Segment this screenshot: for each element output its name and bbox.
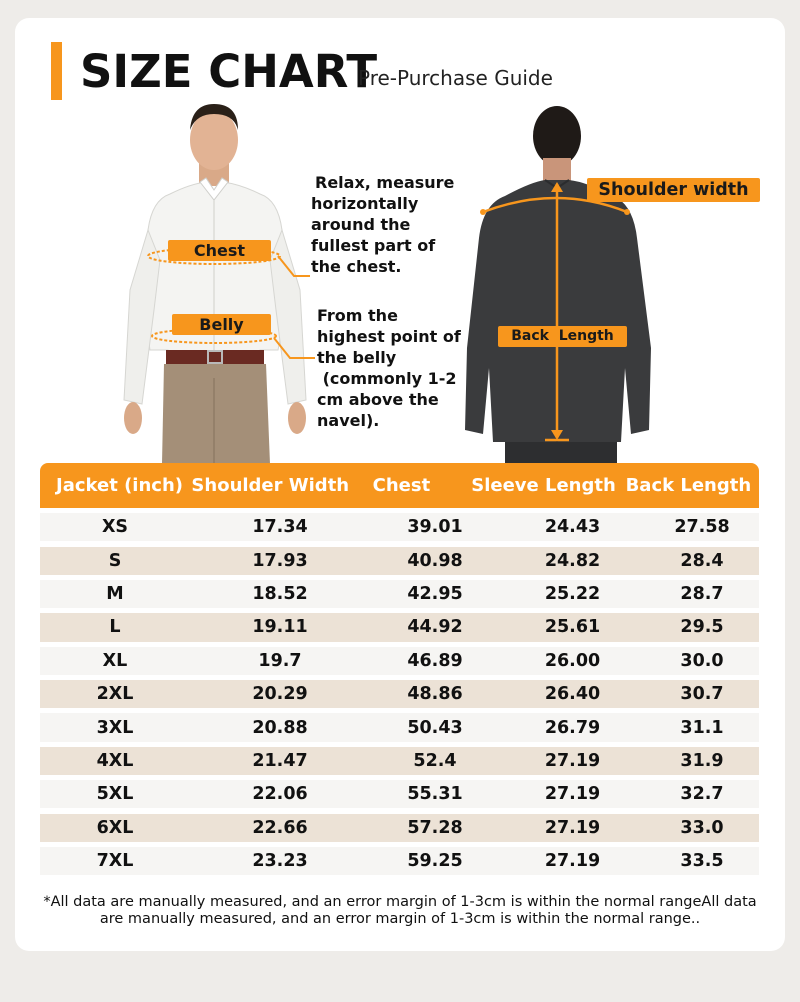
cell-sleeve-length: 25.61 [544,617,601,638]
cell-chest: 55.31 [407,784,463,805]
cell-sleeve-length: 26.00 [544,650,601,671]
chest-tag: Chest [168,240,271,261]
table-row [40,513,759,541]
cell-shoulder-width: 21.47 [252,750,308,771]
cell-chest: 44.92 [407,617,463,638]
shoulder-width-tag: Shoulder width [587,178,760,202]
front-model-image [110,100,320,464]
cell-back-length: 33.5 [680,851,724,872]
cell-back-length: 30.0 [680,650,724,671]
table-row [40,613,759,641]
cell-sleeve-length: 24.43 [544,517,601,538]
cell-chest: 39.01 [407,517,463,538]
cell-size: 6XL [96,817,134,838]
cell-shoulder-width: 19.7 [258,650,302,671]
cell-size: 5XL [96,784,134,805]
cell-chest: 50.43 [407,717,463,738]
chest-measure-note: Relax, measure horizontally around the fullest part of the chest. [311,173,455,276]
cell-shoulder-width: 22.66 [252,817,308,838]
cell-shoulder-width: 23.23 [252,851,308,872]
table-row [40,780,759,808]
cell-sleeve-length: 27.19 [544,817,601,838]
cell-size: 7XL [96,851,134,872]
cell-shoulder-width: 17.34 [252,517,308,538]
header-chest: Chest [372,475,431,496]
table-row [40,680,759,708]
header-shoulder-width: Shoulder Width [191,475,350,496]
cell-sleeve-length: 25.22 [544,584,601,605]
table-row [40,547,759,575]
cell-sleeve-length: 26.79 [544,717,601,738]
cell-chest: 48.86 [407,684,463,705]
page-title: SIZE CHART [80,45,378,98]
cell-sleeve-length: 26.40 [544,684,601,705]
cell-sleeve-length: 27.19 [544,750,601,771]
table-header [40,463,759,508]
cell-size: M [106,584,124,605]
cell-chest: 57.28 [407,817,463,838]
cell-back-length: 27.58 [674,517,730,538]
cell-back-length: 32.7 [680,784,724,805]
cell-size: 3XL [96,717,134,738]
table-row [40,713,759,741]
header-sleeve-length: Sleeve Length [471,475,616,496]
cell-back-length: 31.1 [680,717,724,738]
cell-shoulder-width: 18.52 [252,584,308,605]
cell-sleeve-length: 27.19 [544,851,601,872]
cell-size: 4XL [96,750,134,771]
cell-back-length: 29.5 [680,617,724,638]
cell-chest: 46.89 [407,650,463,671]
belly-tag: Belly [172,314,271,335]
cell-size: 2XL [96,684,134,705]
page-subtitle: Pre-Purchase Guide [358,66,553,90]
cell-sleeve-length: 24.82 [544,550,601,571]
cell-size: S [108,550,122,571]
header-back-length: Back Length [625,475,752,496]
cell-shoulder-width: 19.11 [252,617,308,638]
cell-shoulder-width: 22.06 [252,784,308,805]
cell-shoulder-width: 20.29 [252,684,308,705]
cell-chest: 42.95 [407,584,463,605]
footnote: *All data are manually measured, and an error margin of 1-3cm is within the normal rangeAll data are manually measured, and an error margin of 1-3cm is within the normal range.. [43,894,757,927]
cell-shoulder-width: 17.93 [252,550,308,571]
back-model-image [465,98,665,464]
cell-back-length: 33.0 [680,817,724,838]
size-table [40,463,759,875]
cell-size: XL [102,650,128,671]
cell-chest: 59.25 [407,851,463,872]
back-length-tag: Back Length [498,326,627,347]
table-row [40,647,759,675]
cell-back-length: 28.4 [680,550,724,571]
cell-sleeve-length: 27.19 [544,784,601,805]
cell-size: L [109,617,121,638]
cell-chest: 40.98 [407,550,463,571]
header-jacket: Jacket (inch) [56,475,184,496]
belly-measure-note: From the highest point of the belly (commonly 1-2 cm above the navel). [317,306,461,430]
table-row [40,814,759,842]
cell-back-length: 28.7 [680,584,724,605]
cell-back-length: 30.7 [680,684,724,705]
title-accent-bar [51,42,62,100]
cell-size: XS [101,517,129,538]
table-body [40,513,759,875]
cell-shoulder-width: 20.88 [252,717,308,738]
table-row [40,747,759,775]
cell-chest: 52.4 [413,750,457,771]
cell-back-length: 31.9 [680,750,724,771]
table-row [40,847,759,875]
table-row [40,580,759,608]
